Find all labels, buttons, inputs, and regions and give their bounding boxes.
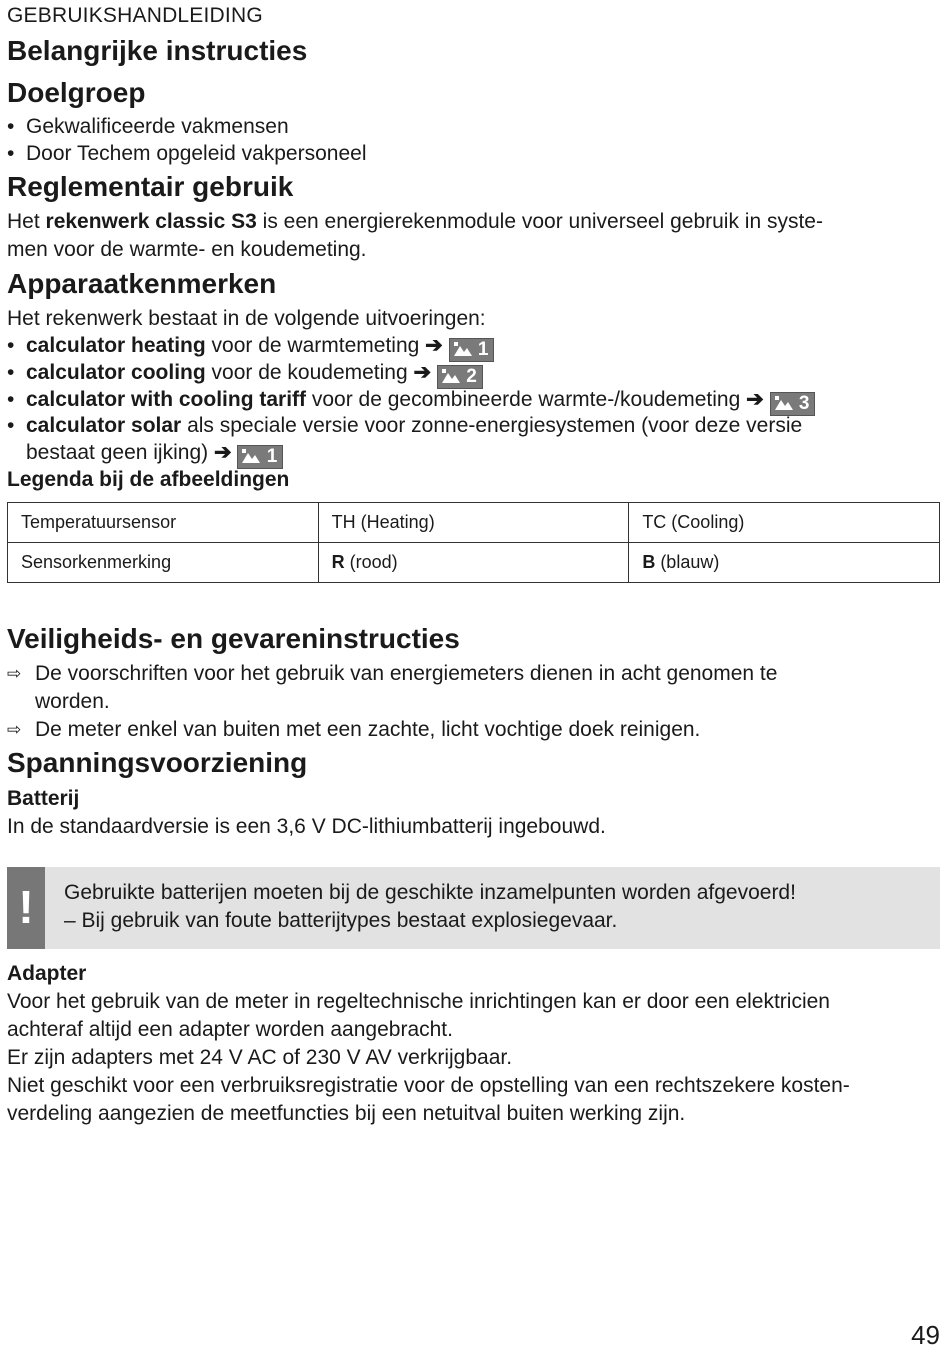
hollow-arrow-icon: ⇨ (7, 720, 22, 739)
table-cell: R (rood) (318, 543, 629, 583)
table-row (8, 503, 940, 543)
running-header: GEBRUIKSHANDLEIDING (7, 4, 263, 27)
warning-box (7, 867, 940, 949)
spanning-heading: Spanningsvoorziening (7, 747, 308, 778)
arrow-right-icon: ➔ (213, 440, 232, 464)
hollow-arrow-icon: ⇨ (7, 664, 22, 683)
list-item: • calculator solar als speciale versie voor zonne-energiesystemen (voor deze versie bestaat geen ijking) ➔ 1 (7, 414, 803, 467)
warning-icon: ! (7, 867, 45, 949)
apparaat-intro: Het rekenwerk bestaat in de volgende uitvoeringen: (7, 307, 486, 330)
legend-heading: Legenda bij de afbeeldingen (7, 468, 290, 491)
table-cell: Sensorkenmerking (8, 543, 319, 583)
table-cell: TC (Cooling) (629, 503, 940, 543)
bullet-icon: • (7, 142, 15, 165)
arrow-right-icon: ➔ (746, 388, 764, 411)
list-item: • calculator cooling voor de koudemeting ➔ 2 (7, 360, 937, 389)
arrow-right-icon: ➔ (413, 361, 432, 384)
list-item: • Gekwalificeerde vakmensen (7, 114, 937, 141)
list-item: • calculator heating voor de warmtemeting ➔ 1 (7, 333, 937, 362)
bullet-icon: • (7, 115, 15, 138)
bullet-icon: • (7, 414, 15, 437)
bullet-icon: • (7, 334, 15, 357)
doelgroep-heading: Doelgroep (7, 77, 146, 108)
table-cell: TH (Heating) (318, 503, 629, 543)
image-reference: 1 (237, 445, 283, 469)
page-number: 49 (911, 1320, 940, 1350)
reglementair-heading: Reglementair gebruik (7, 171, 294, 202)
picture-icon (441, 368, 461, 384)
batterij-heading: Batterij (7, 787, 80, 810)
list-item: • Door Techem opgeleid vakpersoneel (7, 141, 937, 168)
picture-icon (774, 395, 794, 411)
adapter-text: Voor het gebruik van de meter in regeltechnische inrichtingen kan er door een elektricien achteraf altijd een adapter worden aangebracht. Er zijn adapters met 24 V AC of 230 V AV verkrijgbaar. Niet geschikt voor een verbruiksregistratie voor de opstelling van een rechtszekere kosten- verdeling aangezien de meetfuncties bij een netuitval buiten werking zijn. (7, 990, 850, 1125)
list-item: • calculator with cooling tariff voor de gecombineerde warmte-/koudemeting ➔ 3 (7, 387, 937, 416)
adapter-heading: Adapter (7, 962, 87, 985)
apparaat-heading: Apparaatkenmerken (7, 268, 277, 299)
list-item: ⇨ De meter enkel van buiten met een zachte, licht vochtige doek reinigen. (7, 716, 937, 744)
veiligheid-heading: Veiligheids- en gevareninstructies (7, 623, 460, 654)
batterij-text: In de standaardversie is een 3,6 V DC-lithiumbatterij ingebouwd. (7, 815, 606, 838)
reglementair-text: Het rekenwerk classic S3 is een energierekenmodule voor universeel gebruik in syste- men voor de warmte- en koudemeting. (7, 210, 823, 261)
image-reference: 3 (770, 392, 816, 416)
picture-icon (241, 448, 261, 464)
page-title: Belangrijke instructies (7, 35, 308, 66)
picture-icon (453, 341, 473, 357)
table-cell: Temperatuursensor (8, 503, 319, 543)
legend-table (7, 502, 940, 583)
list-item: ⇨ De voorschriften voor het gebruik van energiemeters dienen in acht genomen te worden. (7, 662, 778, 713)
image-reference: 2 (437, 365, 483, 389)
warning-text: Gebruikte batterijen moeten bij de geschikte inzamelpunten worden afgevoerd! – Bij gebruik van foute batterijtypes bestaat explosiegevaar. (64, 881, 796, 932)
product-name: rekenwerk classic S3 (45, 210, 257, 233)
table-cell: B (blauw) (629, 543, 940, 583)
arrow-right-icon: ➔ (425, 334, 443, 357)
bullet-icon: • (7, 361, 15, 384)
image-reference: 1 (449, 338, 495, 362)
table-row (8, 543, 940, 583)
bullet-icon: • (7, 388, 15, 411)
